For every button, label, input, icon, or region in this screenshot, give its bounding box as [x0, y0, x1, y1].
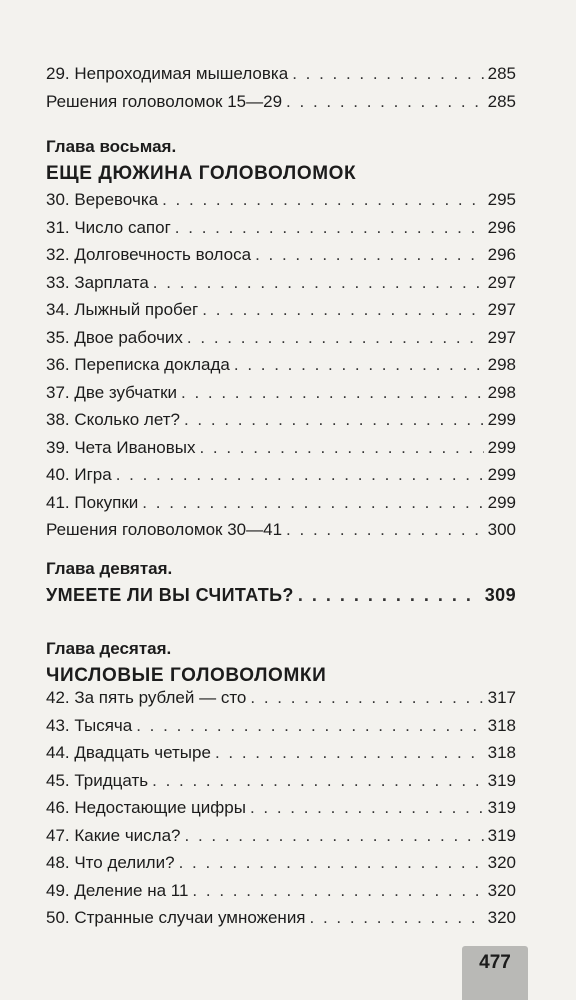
leader-dots	[250, 684, 483, 712]
toc-entry-title: 30. Веревочка	[46, 190, 159, 209]
leader-dots	[202, 296, 483, 324]
toc-entry-page: 318	[487, 715, 516, 735]
toc-entry-title: 35. Двое рабочих	[46, 327, 183, 347]
chapter-9-block	[46, 556, 516, 610]
toc-entry	[46, 60, 516, 88]
toc-entry	[46, 767, 516, 795]
toc-entry-title: 48. Что делили?	[46, 853, 175, 872]
toc-entry-page: 296	[487, 245, 516, 264]
toc-entry	[46, 324, 516, 352]
leader-dots	[185, 822, 484, 850]
chapter-10-block	[46, 636, 516, 690]
leader-dots	[184, 406, 484, 434]
leader-dots	[116, 461, 484, 489]
leader-dots	[215, 739, 484, 767]
leader-dots	[142, 489, 483, 517]
toc-entry-page: 319	[487, 825, 516, 845]
chapter-8-entries	[46, 186, 516, 544]
toc-entry-title: 34. Лыжный пробег	[46, 300, 199, 319]
leader-dots	[192, 877, 483, 905]
toc-entry-title: 33. Зарплата	[46, 272, 149, 292]
leader-dots	[187, 324, 484, 352]
page-number-tab: 477	[462, 946, 528, 1000]
toc-entry-page: 296	[487, 217, 516, 237]
toc-entry	[46, 516, 516, 544]
toc-entry	[46, 822, 516, 850]
leader-dots	[136, 712, 483, 740]
toc-entry	[46, 241, 516, 269]
leader-dots	[298, 582, 481, 610]
toc-entry-page: 298	[487, 382, 516, 402]
leader-dots	[152, 767, 484, 795]
toc-entry-page: 297	[487, 272, 516, 292]
toc-entry-page: 285	[487, 64, 516, 83]
toc-entry-page: 298	[487, 355, 516, 374]
toc-entry-title: 46. Недостающие цифры	[46, 798, 246, 817]
toc-entry	[46, 489, 516, 517]
leader-dots	[310, 904, 484, 932]
leader-dots	[179, 849, 484, 877]
chapter-label: Глава восьмая.	[46, 137, 177, 156]
toc-entry-title: 44. Двадцать четыре	[46, 743, 211, 762]
toc-entry	[46, 296, 516, 324]
toc-entry	[46, 684, 516, 712]
leader-dots	[153, 269, 484, 297]
toc-entry-title: 37. Две зубчатки	[46, 382, 178, 402]
leader-dots	[175, 214, 484, 242]
leader-dots	[162, 186, 484, 214]
toc-entry	[46, 434, 516, 462]
leader-dots	[255, 241, 484, 269]
toc-entry-page: 299	[487, 492, 516, 512]
chapter-label: Глава девятая.	[46, 559, 173, 578]
toc-entry-page: 297	[487, 327, 516, 347]
leader-dots	[292, 60, 483, 88]
toc-entry-page: 300	[487, 520, 516, 539]
toc-entry	[46, 88, 516, 116]
toc-entry	[46, 379, 516, 407]
chapter-8-block	[46, 134, 516, 188]
toc-entry	[46, 351, 516, 379]
leader-dots	[286, 516, 484, 544]
toc-entry-title: 45. Тридцать	[46, 770, 149, 790]
chapter-title: УМЕЕТЕ ЛИ ВЫ СЧИТАТЬ?	[46, 585, 294, 605]
chapter-title-row	[46, 582, 516, 610]
toc-entry-page: 320	[487, 880, 516, 900]
toc-entry-page: 319	[487, 770, 516, 790]
toc-entry-title: 43. Тысяча	[46, 715, 133, 735]
toc-entry	[46, 214, 516, 242]
toc-entry	[46, 904, 516, 932]
toc-entry-title: 50. Странные случаи умножения	[46, 908, 306, 927]
toc-entry-page: 317	[487, 688, 516, 707]
toc-entry-page: 299	[487, 437, 516, 457]
toc-top-block	[46, 60, 516, 115]
toc-entry	[46, 877, 516, 905]
toc-entry-title: Решения головоломок 30—41	[46, 520, 283, 539]
toc-entry-title: Решения головоломок 15—29	[46, 91, 283, 111]
toc-entry-page: 297	[487, 300, 516, 319]
toc-entry-title: 41. Покупки	[46, 492, 139, 512]
toc-entry	[46, 739, 516, 767]
toc-entry-page: 318	[487, 743, 516, 762]
toc-entry	[46, 461, 516, 489]
chapter-title: ЧИСЛОВЫЕ ГОЛОВОЛОМКИ	[46, 665, 327, 686]
toc-entry-title: 42. За пять рублей — сто	[46, 688, 247, 707]
chapter-title: ЕЩЕ ДЮЖИНА ГОЛОВОЛОМОК	[46, 163, 357, 184]
toc-entry-title: 49. Деление на 11	[46, 880, 189, 900]
toc-entry	[46, 849, 516, 877]
toc-entry-page: 320	[487, 908, 516, 927]
toc-entry-page: 299	[487, 465, 516, 484]
toc-entry-title: 29. Непроходимая мышеловка	[46, 64, 289, 83]
toc-entry	[46, 269, 516, 297]
toc-entry-page: 295	[487, 190, 516, 209]
toc-entry-title: 31. Число сапог	[46, 217, 171, 237]
leader-dots	[199, 434, 483, 462]
leader-dots	[181, 379, 484, 407]
chapter-label: Глава десятая.	[46, 639, 172, 658]
toc-entry-page: 320	[487, 853, 516, 872]
leader-dots	[286, 88, 484, 116]
chapter-page: 309	[484, 585, 516, 605]
toc-entry	[46, 794, 516, 822]
toc-entry-page: 299	[487, 410, 516, 429]
toc-entry-title: 36. Переписка доклада	[46, 355, 230, 374]
toc-entry-title: 40. Игра	[46, 465, 112, 484]
toc-entry-title: 39. Чета Ивановых	[46, 437, 196, 457]
toc-entry-title: 38. Сколько лет?	[46, 410, 180, 429]
toc-entry-title: 32. Долговечность волоса	[46, 245, 252, 264]
leader-dots	[250, 794, 484, 822]
toc-entry	[46, 186, 516, 214]
toc-entry-page: 285	[487, 91, 516, 111]
chapter-10-entries	[46, 684, 516, 932]
leader-dots	[234, 351, 484, 379]
toc-entry-title: 47. Какие числа?	[46, 825, 181, 845]
toc-entry	[46, 712, 516, 740]
toc-entry-page: 319	[487, 798, 516, 817]
toc-entry	[46, 406, 516, 434]
